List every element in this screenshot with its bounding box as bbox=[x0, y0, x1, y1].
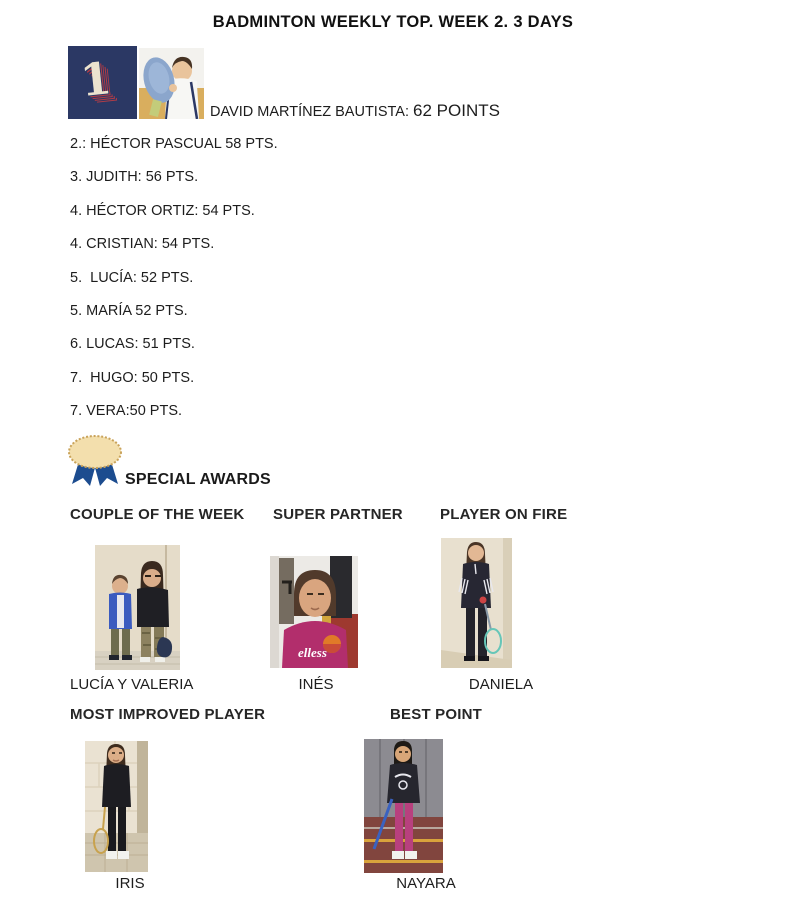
ranking-list bbox=[70, 128, 670, 429]
award-title-player-on-fire: PLAYER ON FIRE bbox=[440, 506, 568, 523]
rank-row-5a: 5. LUCÍA: 52 PTS. bbox=[70, 269, 194, 286]
award-title-super-partner: SUPER PARTNER bbox=[273, 506, 403, 523]
photo-iris bbox=[85, 741, 148, 872]
top-player-line bbox=[210, 101, 500, 121]
winner-most-improved-player: IRIS bbox=[115, 875, 145, 892]
special-awards-heading: SPECIAL AWARDS bbox=[125, 471, 271, 488]
rank-row-2: 2.: HÉCTOR PASCUAL 58 PTS. bbox=[70, 136, 278, 152]
award-title-most-improved-player: MOST IMPROVED PLAYER bbox=[70, 706, 266, 723]
photo-nayara bbox=[364, 739, 443, 873]
photo-david-martinez bbox=[139, 48, 204, 119]
top-player-points: 62 POINTS bbox=[413, 101, 500, 120]
rank-row-6: 6. LUCAS: 51 PTS. bbox=[70, 336, 195, 353]
rank-row-3: 3. JUDITH: 56 PTS. bbox=[70, 169, 199, 186]
winner-super-partner: INÉS bbox=[298, 676, 334, 693]
rank-1-number: 1 bbox=[78, 52, 115, 107]
winner-player-on-fire: DANIELA bbox=[468, 676, 534, 693]
top-player-name: DAVID MARTÍNEZ BAUTISTA: bbox=[210, 104, 414, 120]
photo-couple-of-the-week bbox=[95, 545, 180, 670]
rank-1-badge bbox=[68, 46, 137, 119]
medal-icon bbox=[66, 434, 124, 488]
svg-text:elless: elless bbox=[298, 645, 327, 660]
photo-ines bbox=[270, 556, 358, 668]
award-title-best-point: BEST POINT bbox=[390, 706, 483, 723]
winner-couple-of-the-week: LUCÍA Y VALERIA bbox=[70, 676, 194, 693]
rank-row-4b: 4. CRISTIAN: 54 PTS. bbox=[70, 236, 215, 253]
rank-row-7b: 7. VERA:50 PTS. bbox=[70, 403, 183, 420]
winner-best-point: NAYARA bbox=[396, 875, 456, 892]
rank-row-5b: 5. MARÍA 52 PTS. bbox=[70, 303, 188, 320]
page-title: BADMINTON WEEKLY TOP. WEEK 2. 3 DAYS bbox=[212, 13, 574, 31]
rank-row-4a: 4. HÉCTOR ORTIZ: 54 PTS. bbox=[70, 202, 255, 219]
award-title-couple-of-the-week: COUPLE OF THE WEEK bbox=[70, 506, 245, 523]
photo-daniela bbox=[441, 538, 512, 668]
rank-row-7a: 7. HUGO: 50 PTS. bbox=[70, 369, 195, 386]
